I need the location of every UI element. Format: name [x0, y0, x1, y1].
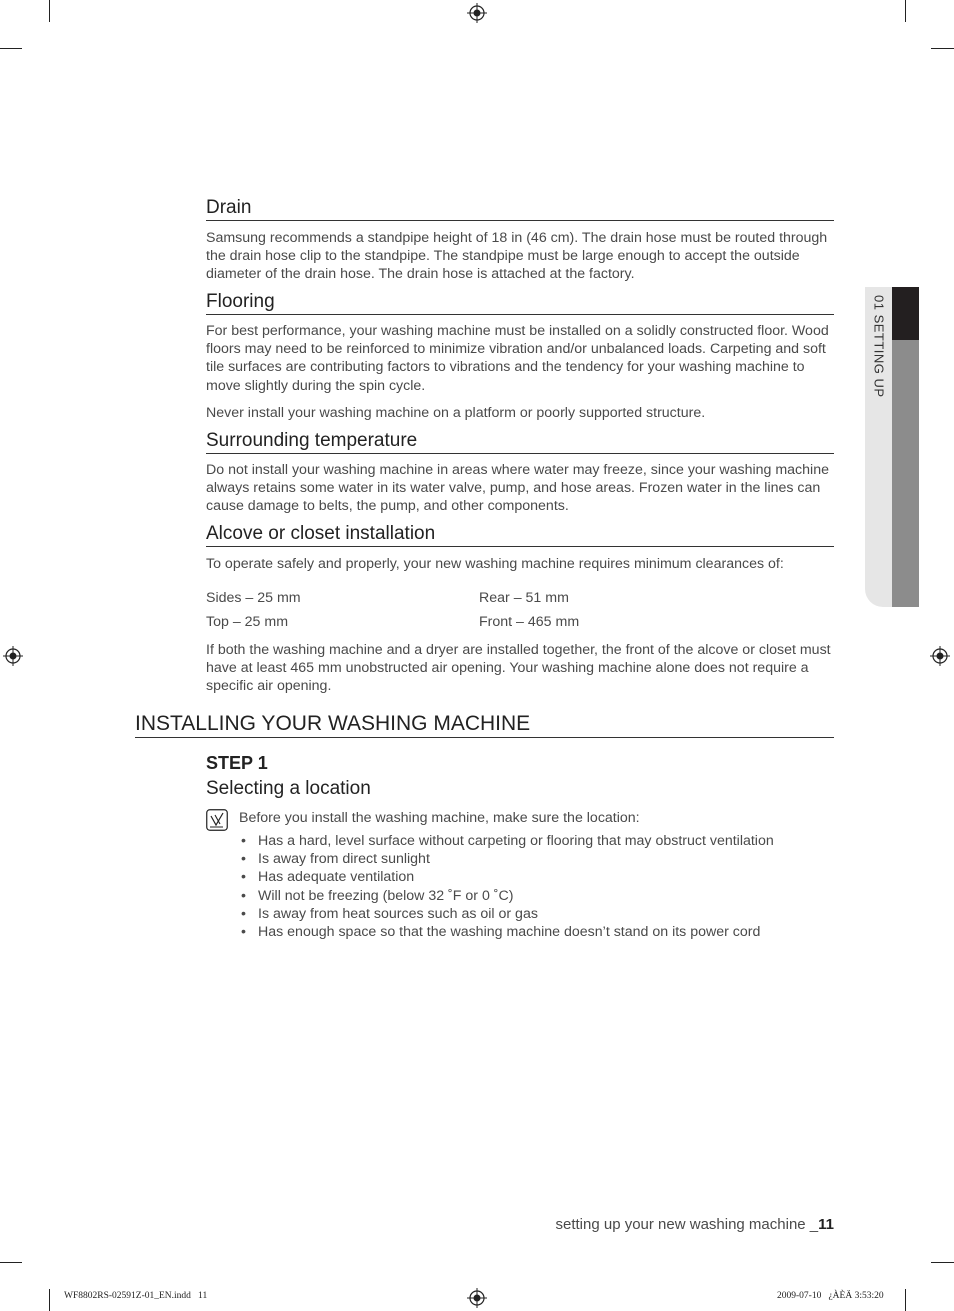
- list-item: • Will not be freezing (below 32 ˚F or 0 ˚C): [241, 887, 514, 904]
- registration-target-icon: [467, 1288, 487, 1308]
- list-item: • Has enough space so that the washing machine doesn’t stand on its power cord: [241, 924, 761, 941]
- registration-target-icon: [930, 646, 950, 666]
- print-slug-file: WF8802RS-02591Z-01_EN.indd 11: [64, 1291, 208, 1301]
- note-pencil-icon: [206, 809, 228, 831]
- flooring-warning-paragraph: Never install your washing machine on a platform or poorly supported structure.: [206, 405, 706, 421]
- clearance-rear: Rear – 51 mm: [479, 590, 569, 606]
- crop-mark: [931, 48, 954, 49]
- drain-paragraph: Samsung recommends a standpipe height of 18 in (46 cm). The drain hose must be routed through the drain hose clip to the standpipe. The standpipe must be large enough to accept the outside diameter of the drain hose. The drain hose is attached at the factory.: [206, 230, 828, 283]
- alcove-dryer-paragraph: If both the washing machine and a dryer are installed together, the front of the alcove or closet must have at least 465 mm unobstructed air opening. Your washing machine alone does not require a specific air opening.: [206, 642, 831, 695]
- list-item: • Has adequate ventilation: [241, 869, 415, 886]
- section-heading-temperature: Surrounding temperature: [206, 430, 834, 454]
- step-title: Selecting a location: [206, 778, 371, 799]
- crop-mark: [0, 1262, 22, 1263]
- page-footer: [555, 1216, 834, 1233]
- location-requirements-list: [239, 832, 829, 941]
- footer-text: setting up your new washing machine _: [555, 1216, 819, 1233]
- chapter-tab: [865, 287, 919, 607]
- crop-mark: [0, 48, 22, 49]
- chapter-tab-bar: [892, 340, 919, 607]
- section-heading-drain: Drain: [206, 197, 834, 221]
- registration-target-icon: [467, 3, 487, 23]
- crop-mark: [49, 1289, 50, 1311]
- crop-mark: [905, 0, 906, 22]
- page-title: INSTALLING YOUR WASHING MACHINE: [135, 712, 834, 738]
- crop-mark: [905, 1289, 906, 1311]
- chapter-tab-marker: [892, 287, 919, 340]
- section-heading-flooring: Flooring: [206, 291, 834, 315]
- chapter-tab-label: 01 SETTING UP: [871, 295, 887, 398]
- clearance-front: Front – 465 mm: [479, 614, 580, 630]
- crop-mark: [49, 0, 50, 22]
- crop-mark: [931, 1262, 954, 1263]
- list-item: • Has a hard, level surface without carpeting or flooring that may obstruct ventilation: [241, 833, 774, 849]
- print-slug-timestamp: 2009-07-10 ¿ÀÈÄ 3:53:20: [777, 1291, 884, 1301]
- note-text: Before you install the washing machine, make sure the location:: [239, 810, 640, 826]
- registration-target-icon: [3, 646, 23, 666]
- section-heading-alcove: Alcove or closet installation: [206, 523, 834, 547]
- list-item: • Is away from direct sunlight: [241, 851, 430, 868]
- page-number: 11: [818, 1216, 834, 1233]
- clearance-sides: Sides – 25 mm: [206, 590, 301, 606]
- alcove-intro-paragraph: To operate safely and properly, your new washing machine requires minimum clearances of:: [206, 556, 784, 572]
- list-item: • Is away from heat sources such as oil or gas: [241, 905, 538, 922]
- step-label: STEP 1: [206, 753, 268, 773]
- clearance-top: Top – 25 mm: [206, 614, 289, 630]
- temperature-paragraph: Do not install your washing machine in areas where water may freeze, since your washing machine always retains some water in its water valve, pump, and hose areas. Frozen water in the lines can cause damage to belts, the pump, and other components.: [206, 462, 829, 515]
- flooring-paragraph: For best performance, your washing machine must be installed on a solidly constructed floor. Wood floors may need to be reinforced to minimize vibration and/or unbalanced loads. Carpeting and soft tile surfaces are contributing factors to vibrations and the tendency for your washing machine to move slightly during the spin cycle.: [206, 323, 829, 394]
